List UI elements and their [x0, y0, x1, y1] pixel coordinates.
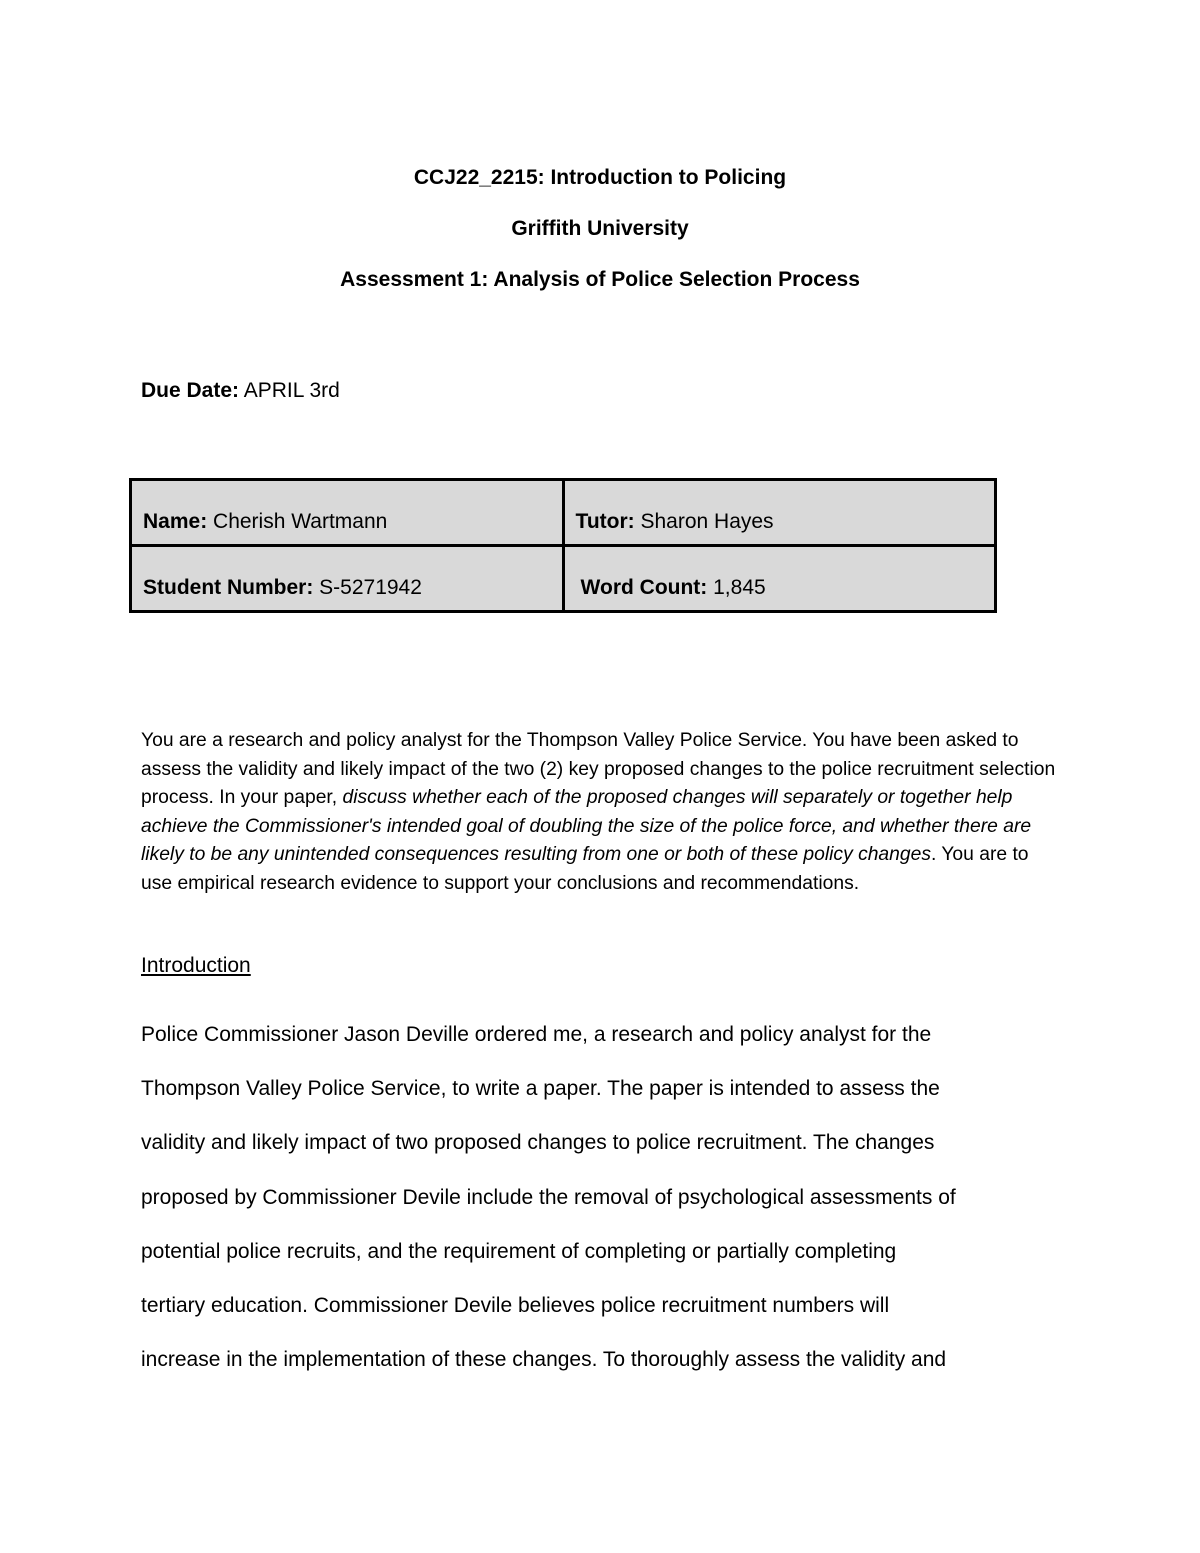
student-number-cell: [131, 546, 564, 612]
assessment-title: Assessment 1: Analysis of Police Selection Process: [340, 268, 860, 291]
body-line: proposed by Commissioner Devile include the removal of psychological assessments of: [141, 1185, 956, 1209]
name-label: Name:: [143, 510, 208, 533]
tutor-label: Tutor:: [575, 510, 635, 533]
body-line: tertiary education. Commissioner Devile believes police recruitment numbers will: [141, 1294, 890, 1318]
body-line: Thompson Valley Police Service, to write a paper. The paper is intended to assess the: [141, 1077, 940, 1101]
table-row: [131, 546, 996, 612]
due-date-label: Due Date:: [141, 379, 240, 402]
task-intro: You are a research and policy analyst for the Thompson Valley Police Service. You have been asked to assess the validity and likely impact of the two (2) key proposed changes to the police recruitment selection process. In your paper,: [141, 730, 1056, 808]
task-description: [141, 727, 1061, 898]
body-line: validity and likely impact of two proposed changes to police recruitment. The changes: [141, 1131, 935, 1155]
body-line: potential police recruits, and the requirement of completing or partially completing: [141, 1239, 897, 1263]
table-row: [131, 480, 996, 546]
course-title: CCJ22_2215: Introduction to Policing: [413, 166, 787, 189]
student-info-table: [129, 478, 997, 613]
university-name: Griffith University: [511, 217, 689, 240]
name-cell: [131, 480, 564, 546]
word-count-value: 1,845: [707, 576, 766, 599]
student-number-label: Student Number:: [143, 576, 314, 599]
name-value: Cherish Wartmann: [207, 510, 388, 533]
task-italic: discuss whether each of the proposed changes will separately or together help achieve the Commissioner's intended goal of doubling the size of the police force, and whether there are likely to be any unintended consequences resulting from one or both of these policy changes: [141, 787, 1032, 865]
word-count-label: Word Count:: [580, 576, 708, 599]
body-line: increase in the implementation of these changes. To thoroughly assess the validity and: [141, 1348, 947, 1372]
tutor-value: Sharon Hayes: [634, 510, 774, 533]
due-date-value: APRIL 3rd: [239, 379, 340, 402]
word-count-cell: [563, 546, 995, 612]
introduction-body: [141, 1008, 1071, 1387]
due-date: [141, 379, 340, 403]
body-line: Police Commissioner Jason Deville ordered me, a research and policy analyst for the: [141, 1023, 932, 1046]
student-number-value: S-5271942: [313, 576, 422, 599]
introduction-heading: Introduction: [141, 954, 251, 977]
task-outro: . You are to use empirical research evidence to support your conclusions and recommendations.: [141, 844, 1029, 894]
tutor-cell: [563, 480, 995, 546]
